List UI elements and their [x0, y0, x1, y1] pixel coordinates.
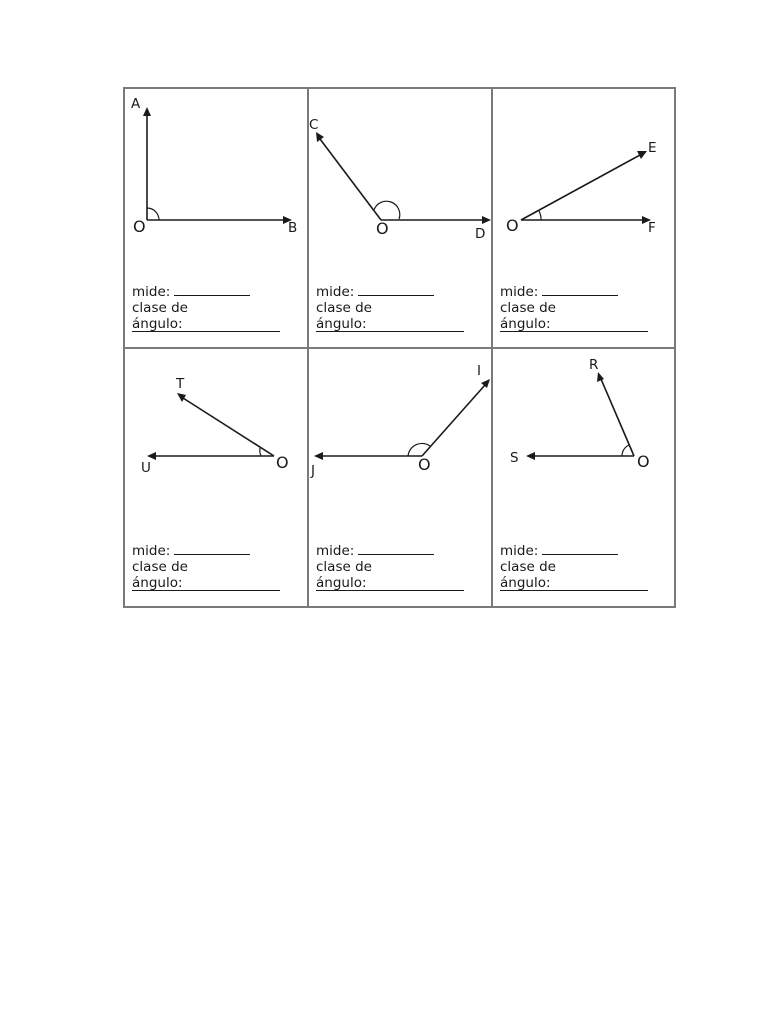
measure-label: mide: — [132, 284, 171, 300]
vertex-label: O — [506, 216, 519, 235]
arrowhead — [526, 452, 535, 460]
vertex-label: O — [133, 217, 146, 236]
angle-cell-ros — [493, 349, 677, 609]
angle-cell-aob — [125, 89, 309, 349]
type-label: ángulo: — [132, 316, 183, 332]
type-label: ángulo: — [316, 316, 367, 332]
measure-label: mide: — [316, 284, 355, 300]
angle-worksheet — [123, 87, 676, 608]
point-label: U — [141, 460, 151, 476]
type-label: ángulo: — [500, 575, 551, 591]
measure-blank[interactable] — [542, 284, 618, 296]
answer-block — [316, 543, 464, 591]
arrowhead — [143, 107, 151, 116]
type-label: clase de — [316, 300, 372, 316]
point-label: D — [475, 226, 486, 242]
vertex-label: O — [376, 219, 389, 238]
ray-oc — [320, 139, 381, 220]
answer-block — [316, 284, 464, 332]
type-label: ángulo: — [500, 316, 551, 332]
angle-cell-eof — [493, 89, 677, 349]
angle-arc — [622, 445, 629, 456]
type-label: clase de — [132, 300, 188, 316]
measure-label: mide: — [500, 284, 539, 300]
vertex-label: O — [276, 453, 289, 472]
answer-block — [500, 284, 648, 332]
ray-or — [601, 379, 634, 456]
measure-blank[interactable] — [174, 543, 250, 555]
arrowhead — [147, 452, 156, 460]
type-label: clase de — [500, 559, 556, 575]
point-label: A — [131, 96, 141, 112]
point-label: I — [477, 363, 481, 379]
angle-cell-cod — [309, 89, 493, 349]
angle-cell-ioj — [309, 349, 493, 609]
point-label: J — [311, 463, 315, 479]
ray-ot — [183, 398, 274, 456]
measure-label: mide: — [316, 543, 355, 559]
ray-oi — [422, 385, 485, 456]
measure-blank[interactable] — [358, 284, 434, 296]
measure-label: mide: — [500, 543, 539, 559]
angle-arc — [539, 211, 541, 220]
type-label: clase de — [132, 559, 188, 575]
arrowhead — [314, 452, 323, 460]
answer-block — [132, 543, 280, 591]
point-label: T — [176, 376, 185, 392]
vertex-label: O — [637, 452, 650, 471]
type-label: clase de — [316, 559, 372, 575]
point-label: F — [648, 220, 656, 236]
measure-label: mide: — [132, 543, 171, 559]
point-label: R — [589, 357, 599, 373]
measure-blank[interactable] — [542, 543, 618, 555]
ray-oe — [521, 155, 640, 220]
answer-block — [500, 543, 648, 591]
arrowhead — [482, 216, 491, 224]
arrowhead — [597, 372, 604, 382]
answer-block — [132, 284, 280, 332]
type-label: ángulo: — [316, 575, 367, 591]
angle-arc — [260, 448, 261, 456]
arrowhead — [481, 379, 490, 388]
arrowhead — [316, 132, 324, 142]
angle-cell-tou — [125, 349, 309, 609]
point-label: E — [648, 140, 657, 156]
vertex-label: O — [418, 455, 431, 474]
point-label: C — [309, 117, 319, 133]
point-label: B — [288, 220, 298, 236]
measure-blank[interactable] — [174, 284, 250, 296]
type-label: clase de — [500, 300, 556, 316]
angle-arc — [147, 208, 159, 220]
measure-blank[interactable] — [358, 543, 434, 555]
arrowhead — [177, 393, 186, 402]
point-label: S — [510, 450, 519, 466]
type-label: ángulo: — [132, 575, 183, 591]
